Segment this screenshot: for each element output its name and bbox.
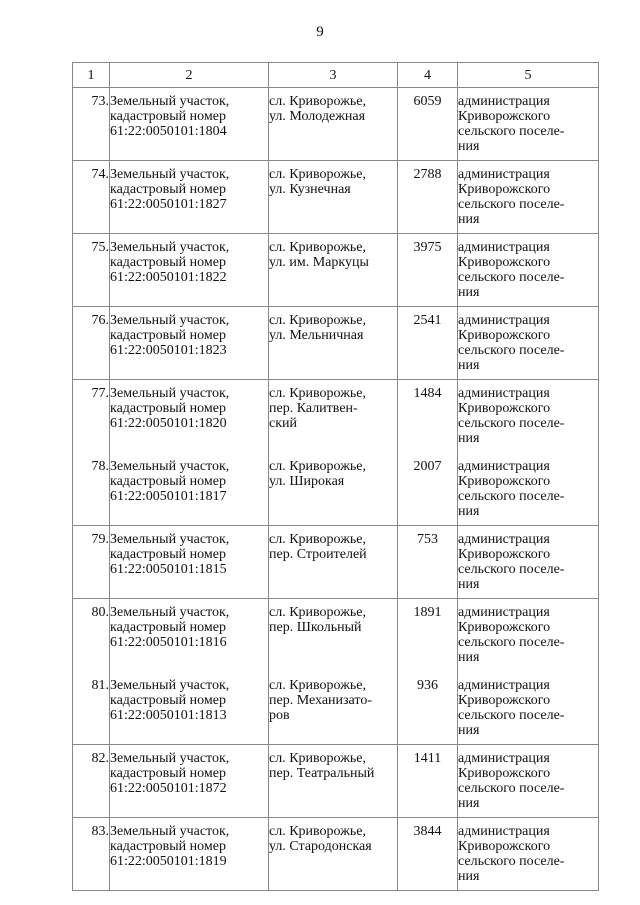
owner-line: ния — [458, 796, 480, 811]
row-number: 78. — [91, 459, 109, 474]
address-cell — [269, 307, 398, 380]
owner-line: Криворожского — [458, 401, 551, 416]
row-number-cell — [73, 234, 110, 307]
row-number-cell — [73, 818, 110, 891]
row-number-cell — [73, 453, 110, 526]
area-value: 1891 — [413, 605, 442, 620]
table-row — [73, 307, 599, 380]
owner-line: сельского поселе- — [458, 781, 565, 796]
area-cell — [398, 599, 458, 672]
row-number-cell — [73, 161, 110, 234]
address-line: ул. им. Маркуцы — [269, 255, 369, 270]
address-cell — [269, 818, 398, 891]
row-number: 83. — [91, 824, 109, 839]
owner-cell — [458, 745, 599, 818]
object-line: кадастровый номер — [110, 693, 226, 708]
page-number: 9 — [316, 24, 324, 40]
area-value: 936 — [417, 678, 438, 693]
object-line: Земельный участок, — [110, 824, 230, 839]
table-row — [73, 88, 599, 161]
row-number: 75. — [91, 240, 109, 255]
object-line: 61:22:0050101:1815 — [110, 562, 227, 577]
owner-line: сельского поселе- — [458, 270, 565, 285]
owner-line: сельского поселе- — [458, 197, 565, 212]
address-line: ул. Мельничная — [269, 328, 364, 343]
owner-line: ния — [458, 212, 480, 227]
area-cell — [398, 307, 458, 380]
owner-cell — [458, 161, 599, 234]
object-cell — [110, 599, 269, 672]
address-line: сл. Криворожье, — [269, 532, 366, 547]
area-cell — [398, 453, 458, 526]
object-line: Земельный участок, — [110, 678, 230, 693]
address-line: сл. Криворожье, — [269, 824, 366, 839]
object-line: кадастровый номер — [110, 547, 226, 562]
row-number-cell — [73, 599, 110, 672]
area-cell — [398, 672, 458, 745]
owner-line: администрация — [458, 532, 550, 547]
address-cell — [269, 380, 398, 453]
owner-line: администрация — [458, 94, 550, 109]
area-value: 2007 — [413, 459, 442, 474]
address-cell — [269, 526, 398, 599]
object-line: 61:22:0050101:1822 — [110, 270, 227, 285]
owner-line: администрация — [458, 459, 550, 474]
area-cell — [398, 745, 458, 818]
address-cell — [269, 745, 398, 818]
row-number-cell — [73, 88, 110, 161]
object-line: 61:22:0050101:1817 — [110, 489, 227, 504]
row-number: 81. — [91, 678, 109, 693]
row-number-cell — [73, 380, 110, 453]
column-header-2: 2 — [110, 63, 269, 88]
address-line: пер. Театральный — [269, 766, 375, 781]
address-line: пер. Механизато- — [269, 693, 372, 708]
address-line: сл. Криворожье, — [269, 386, 366, 401]
owner-line: сельского поселе- — [458, 635, 565, 650]
owner-cell — [458, 453, 599, 526]
address-line: сл. Криворожье, — [269, 605, 366, 620]
object-line: кадастровый номер — [110, 182, 226, 197]
owner-cell — [458, 88, 599, 161]
object-cell — [110, 88, 269, 161]
row-number: 79. — [91, 532, 109, 547]
owner-line: сельского поселе- — [458, 489, 565, 504]
owner-line: сельского поселе- — [458, 416, 565, 431]
area-cell — [398, 380, 458, 453]
owner-line: администрация — [458, 240, 550, 255]
owner-line: ния — [458, 431, 480, 446]
object-line: кадастровый номер — [110, 620, 226, 635]
address-line: сл. Криворожье, — [269, 678, 366, 693]
object-line: 61:22:0050101:1827 — [110, 197, 227, 212]
row-number: 82. — [91, 751, 109, 766]
owner-cell — [458, 526, 599, 599]
object-line: Земельный участок, — [110, 94, 230, 109]
object-line: 61:22:0050101:1820 — [110, 416, 227, 431]
owner-line: администрация — [458, 605, 550, 620]
area-value: 3844 — [413, 824, 442, 839]
address-line: ул. Молодежная — [269, 109, 366, 124]
owner-line: ния — [458, 358, 480, 373]
address-cell — [269, 234, 398, 307]
area-value: 753 — [417, 532, 438, 547]
object-cell — [110, 380, 269, 453]
owner-line: Криворожского — [458, 109, 551, 124]
owner-cell — [458, 307, 599, 380]
property-registry-table — [72, 62, 599, 891]
object-line: Земельный участок, — [110, 167, 230, 182]
address-line: ский — [269, 416, 297, 431]
owner-line: администрация — [458, 824, 550, 839]
area-cell — [398, 526, 458, 599]
address-cell — [269, 453, 398, 526]
address-cell — [269, 599, 398, 672]
object-line: Земельный участок, — [110, 240, 230, 255]
owner-line: ния — [458, 285, 480, 300]
owner-cell — [458, 234, 599, 307]
column-header-4: 4 — [398, 63, 458, 88]
object-line: кадастровый номер — [110, 328, 226, 343]
address-line: ул. Кузнечная — [269, 182, 351, 197]
object-line: Земельный участок, — [110, 459, 230, 474]
object-line: кадастровый номер — [110, 255, 226, 270]
area-value: 2541 — [413, 313, 442, 328]
owner-cell — [458, 599, 599, 672]
object-line: кадастровый номер — [110, 766, 226, 781]
object-cell — [110, 745, 269, 818]
registry-body — [73, 88, 599, 891]
owner-line: администрация — [458, 751, 550, 766]
column-header-1: 1 — [73, 63, 110, 88]
row-number: 74. — [91, 167, 109, 182]
owner-line: Криворожского — [458, 766, 551, 781]
owner-line: администрация — [458, 313, 550, 328]
address-line: сл. Криворожье, — [269, 751, 366, 766]
owner-line: ния — [458, 650, 480, 665]
address-line: ров — [269, 708, 290, 723]
area-value: 3975 — [413, 240, 442, 255]
object-cell — [110, 161, 269, 234]
object-line: кадастровый номер — [110, 109, 226, 124]
owner-line: Криворожского — [458, 474, 551, 489]
object-line: кадастровый номер — [110, 401, 226, 416]
area-cell — [398, 161, 458, 234]
owner-line: Криворожского — [458, 328, 551, 343]
table-row — [73, 672, 599, 745]
row-number-cell — [73, 526, 110, 599]
object-line: 61:22:0050101:1819 — [110, 854, 227, 869]
row-number: 80. — [91, 605, 109, 620]
area-value: 1411 — [413, 751, 442, 766]
table-row — [73, 818, 599, 891]
object-cell — [110, 453, 269, 526]
address-line: сл. Криворожье, — [269, 167, 366, 182]
address-line: сл. Криворожье, — [269, 459, 366, 474]
area-cell — [398, 234, 458, 307]
owner-cell — [458, 380, 599, 453]
address-cell — [269, 88, 398, 161]
row-number-cell — [73, 672, 110, 745]
object-cell — [110, 234, 269, 307]
area-value: 1484 — [413, 386, 442, 401]
object-line: Земельный участок, — [110, 605, 230, 620]
address-line: сл. Криворожье, — [269, 240, 366, 255]
object-line: 61:22:0050101:1872 — [110, 781, 227, 796]
column-header-3: 3 — [269, 63, 398, 88]
address-line: пер. Строителей — [269, 547, 367, 562]
object-cell — [110, 818, 269, 891]
table-row — [73, 234, 599, 307]
row-number-cell — [73, 745, 110, 818]
address-line: сл. Криворожье, — [269, 94, 366, 109]
object-line: Земельный участок, — [110, 532, 230, 547]
object-line: 61:22:0050101:1823 — [110, 343, 227, 358]
object-line: Земельный участок, — [110, 313, 230, 328]
table-row — [73, 526, 599, 599]
owner-line: Криворожского — [458, 620, 551, 635]
table-row — [73, 380, 599, 453]
area-value: 6059 — [413, 94, 442, 109]
owner-line: сельского поселе- — [458, 343, 565, 358]
row-number: 77. — [91, 386, 109, 401]
owner-line: сельского поселе- — [458, 562, 565, 577]
owner-line: администрация — [458, 386, 550, 401]
area-cell — [398, 88, 458, 161]
owner-line: сельского поселе- — [458, 124, 565, 139]
owner-line: сельского поселе- — [458, 708, 565, 723]
owner-line: ния — [458, 869, 480, 884]
owner-line: ния — [458, 504, 480, 519]
owner-line: ния — [458, 139, 480, 154]
table-row — [73, 745, 599, 818]
owner-line: Криворожского — [458, 255, 551, 270]
owner-cell — [458, 818, 599, 891]
address-cell — [269, 672, 398, 745]
object-line: 61:22:0050101:1804 — [110, 124, 227, 139]
area-cell — [398, 818, 458, 891]
address-line: сл. Криворожье, — [269, 313, 366, 328]
owner-line: Криворожского — [458, 182, 551, 197]
owner-line: сельского поселе- — [458, 854, 565, 869]
column-number-row — [73, 63, 599, 88]
row-number: 73. — [91, 94, 109, 109]
owner-line: ния — [458, 577, 480, 592]
row-number-cell — [73, 307, 110, 380]
owner-line: Криворожского — [458, 839, 551, 854]
object-cell — [110, 307, 269, 380]
owner-line: администрация — [458, 678, 550, 693]
owner-line: администрация — [458, 167, 550, 182]
object-line: кадастровый номер — [110, 839, 226, 854]
owner-line: ния — [458, 723, 480, 738]
address-line: ул. Широкая — [269, 474, 345, 489]
owner-line: Криворожского — [458, 693, 551, 708]
object-line: 61:22:0050101:1816 — [110, 635, 227, 650]
address-line: пер. Школьный — [269, 620, 362, 635]
table-row — [73, 599, 599, 672]
object-line: Земельный участок, — [110, 751, 230, 766]
object-cell — [110, 526, 269, 599]
object-line: кадастровый номер — [110, 474, 226, 489]
object-cell — [110, 672, 269, 745]
owner-line: Криворожского — [458, 547, 551, 562]
object-line: 61:22:0050101:1813 — [110, 708, 227, 723]
address-line: пер. Калитвен- — [269, 401, 358, 416]
address-cell — [269, 161, 398, 234]
column-header-5: 5 — [458, 63, 599, 88]
table-row — [73, 453, 599, 526]
owner-cell — [458, 672, 599, 745]
area-value: 2788 — [413, 167, 442, 182]
table-row — [73, 161, 599, 234]
address-line: ул. Стародонская — [269, 839, 372, 854]
object-line: Земельный участок, — [110, 386, 230, 401]
row-number: 76. — [91, 313, 109, 328]
